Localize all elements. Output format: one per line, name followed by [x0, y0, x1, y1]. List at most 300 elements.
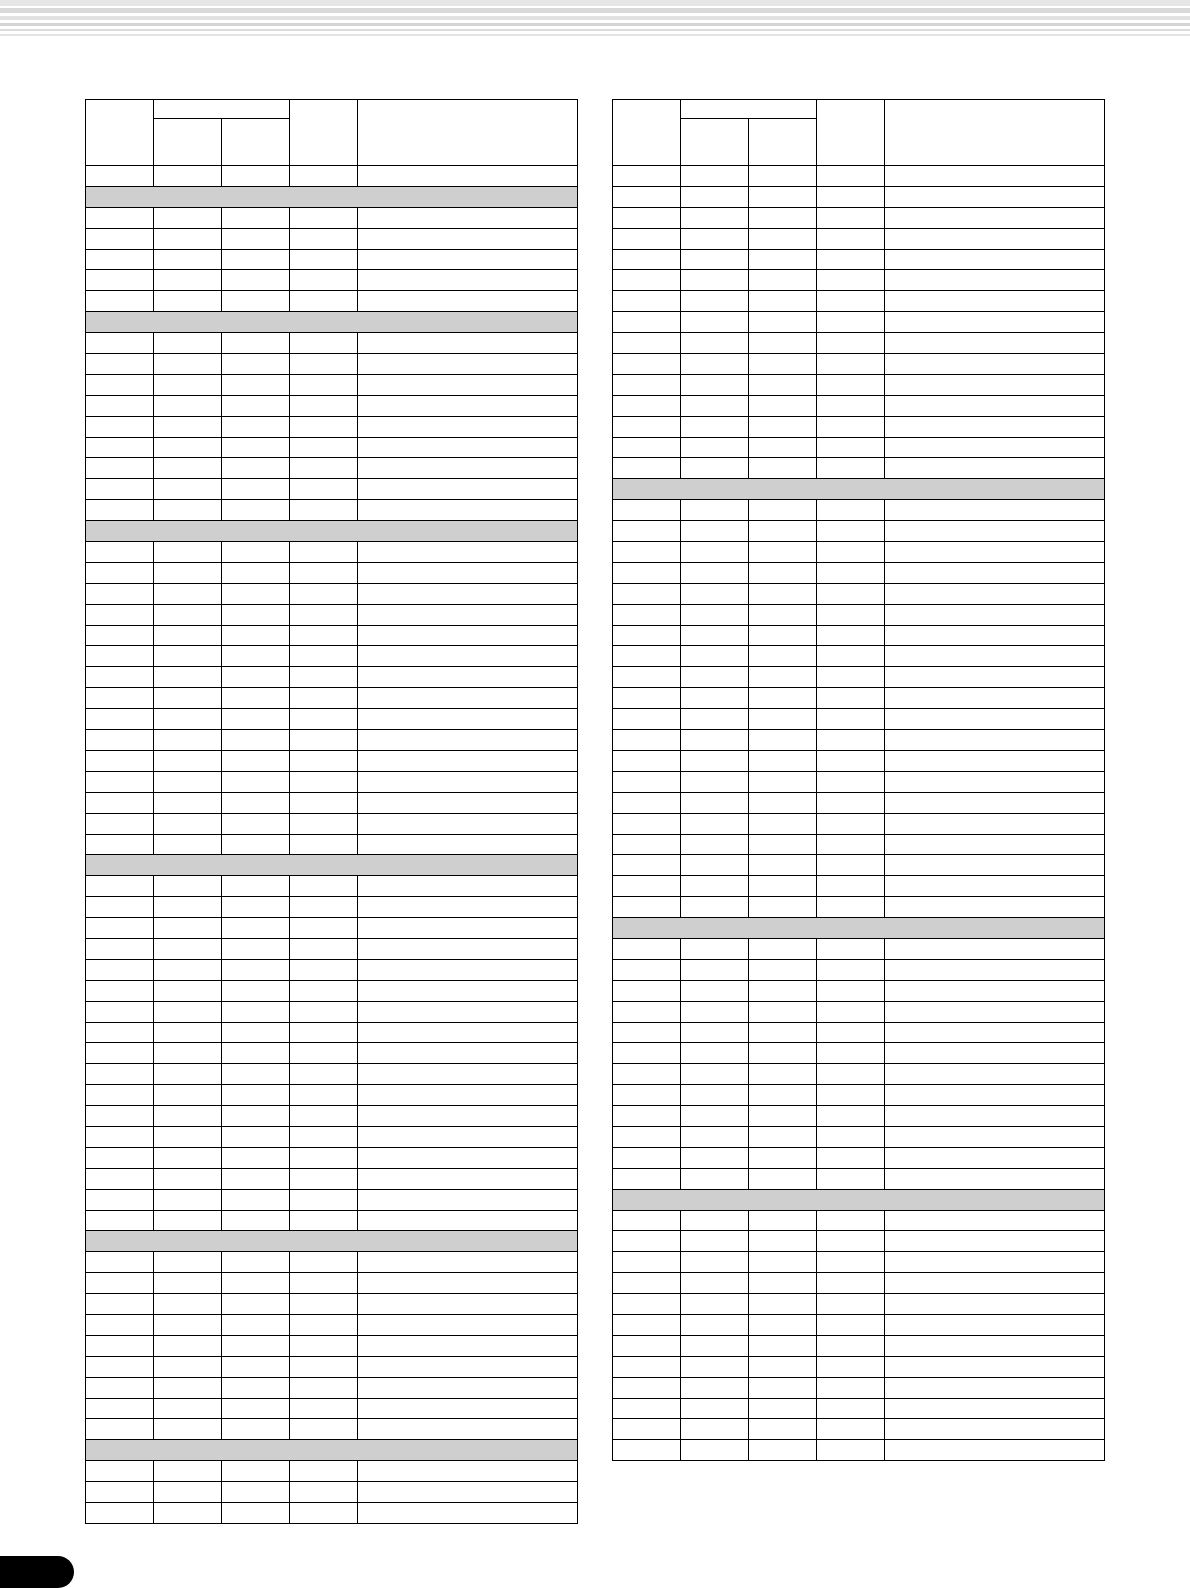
table-cell	[749, 249, 817, 270]
table-cell	[290, 291, 358, 312]
table-cell	[154, 207, 222, 228]
table-cell	[290, 938, 358, 959]
table-cell	[358, 1168, 578, 1189]
table-cell	[358, 1461, 578, 1482]
section-cell	[86, 186, 578, 207]
table-cell	[749, 688, 817, 709]
table-cell	[681, 458, 749, 479]
table-cell	[358, 479, 578, 500]
table-cell	[681, 562, 749, 583]
table-cell	[749, 1356, 817, 1377]
table-cell	[222, 709, 290, 730]
table-row	[86, 1147, 578, 1168]
table-cell	[222, 291, 290, 312]
table-cell	[154, 1314, 222, 1335]
table-cell	[358, 1356, 578, 1377]
table-cell	[885, 583, 1105, 604]
section-row	[86, 855, 578, 876]
table-row	[613, 604, 1105, 625]
table-cell	[681, 1126, 749, 1147]
table-cell	[222, 354, 290, 375]
table-cell	[817, 1147, 885, 1168]
table-cell	[885, 291, 1105, 312]
table-cell	[885, 834, 1105, 855]
table-cell	[681, 897, 749, 918]
table-cell	[613, 730, 681, 751]
table-row	[613, 1335, 1105, 1356]
table-cell	[222, 1294, 290, 1315]
table-cell	[290, 228, 358, 249]
table-row	[86, 604, 578, 625]
table-cell	[613, 1064, 681, 1085]
table-cell	[613, 166, 681, 187]
table-cell	[222, 249, 290, 270]
table-cell	[86, 1252, 154, 1273]
table-cell	[613, 542, 681, 563]
table-cell	[222, 876, 290, 897]
table-row	[86, 834, 578, 855]
table-row	[86, 813, 578, 834]
table-cell	[885, 1106, 1105, 1127]
table-cell	[749, 186, 817, 207]
table-cell	[86, 1377, 154, 1398]
table-cell	[817, 374, 885, 395]
table-cell	[613, 500, 681, 521]
table-cell	[358, 333, 578, 354]
table-cell	[749, 291, 817, 312]
table-cell	[222, 604, 290, 625]
table-cell	[358, 1064, 578, 1085]
table-row	[613, 1210, 1105, 1231]
table-cell	[749, 562, 817, 583]
table-row	[86, 1168, 578, 1189]
table-row	[86, 1377, 578, 1398]
table-cell	[681, 792, 749, 813]
table-cell	[885, 1273, 1105, 1294]
table-cell	[86, 750, 154, 771]
table-cell	[358, 228, 578, 249]
table-cell	[154, 228, 222, 249]
header-subcell	[681, 119, 749, 166]
table-cell	[86, 333, 154, 354]
table-cell	[222, 1022, 290, 1043]
table-cell	[817, 583, 885, 604]
section-cell	[613, 479, 1105, 500]
table-cell	[613, 1126, 681, 1147]
table-cell	[86, 562, 154, 583]
table-cell	[154, 354, 222, 375]
table-row	[86, 1273, 578, 1294]
table-cell	[885, 249, 1105, 270]
table-cell	[86, 646, 154, 667]
table-cell	[817, 855, 885, 876]
table-cell	[749, 416, 817, 437]
table-cell	[817, 1440, 885, 1461]
table-cell	[681, 1294, 749, 1315]
table-cell	[222, 395, 290, 416]
table-cell	[290, 1273, 358, 1294]
table-cell	[222, 834, 290, 855]
section-row	[613, 479, 1105, 500]
table-row	[613, 1356, 1105, 1377]
table-cell	[290, 1252, 358, 1273]
table-cell	[290, 813, 358, 834]
table-cell	[681, 1022, 749, 1043]
table-cell	[154, 166, 222, 187]
section-cell	[613, 918, 1105, 939]
table-cell	[290, 1064, 358, 1085]
table-cell	[222, 1461, 290, 1482]
page-number-tab	[0, 1556, 74, 1588]
table-cell	[290, 918, 358, 939]
table-cell	[885, 1294, 1105, 1315]
table-row	[613, 771, 1105, 792]
table-row	[613, 562, 1105, 583]
table-cell	[222, 166, 290, 187]
table-row	[613, 1064, 1105, 1085]
table-cell	[358, 500, 578, 521]
table-cell	[154, 1335, 222, 1356]
table-cell	[86, 834, 154, 855]
section-cell	[613, 1189, 1105, 1210]
table-cell	[86, 959, 154, 980]
table-cell	[681, 709, 749, 730]
table-cell	[613, 1377, 681, 1398]
table-cell	[817, 1252, 885, 1273]
table-cell	[885, 1022, 1105, 1043]
table-cell	[86, 771, 154, 792]
table-cell	[222, 813, 290, 834]
table-cell	[681, 1398, 749, 1419]
table-cell	[613, 813, 681, 834]
table-row	[86, 1335, 578, 1356]
table-cell	[885, 1252, 1105, 1273]
table-cell	[154, 918, 222, 939]
table-cell	[86, 228, 154, 249]
table-cell	[613, 792, 681, 813]
table-cell	[358, 583, 578, 604]
table-cell	[86, 1356, 154, 1377]
table-cell	[290, 1314, 358, 1335]
table-cell	[222, 562, 290, 583]
table-cell	[817, 1043, 885, 1064]
table-row	[86, 249, 578, 270]
table-cell	[290, 646, 358, 667]
table-cell	[86, 1168, 154, 1189]
table-cell	[681, 228, 749, 249]
table-cell	[358, 1398, 578, 1419]
table-cell	[613, 1440, 681, 1461]
table-row	[86, 1085, 578, 1106]
table-cell	[154, 1294, 222, 1315]
table-cell	[885, 458, 1105, 479]
table-cell	[749, 207, 817, 228]
table-cell	[681, 1147, 749, 1168]
table-cell	[749, 166, 817, 187]
table-cell	[885, 625, 1105, 646]
table-cell	[358, 207, 578, 228]
table-row	[613, 312, 1105, 333]
table-cell	[154, 1001, 222, 1022]
table-row	[86, 980, 578, 1001]
table-cell	[154, 1482, 222, 1503]
table-cell	[681, 374, 749, 395]
table-cell	[222, 1043, 290, 1064]
header-subcell	[222, 119, 290, 166]
table-cell	[749, 855, 817, 876]
table-cell	[358, 416, 578, 437]
table-cell	[817, 792, 885, 813]
table-cell	[681, 1377, 749, 1398]
table-cell	[613, 1356, 681, 1377]
table-row	[86, 918, 578, 939]
table-cell	[885, 688, 1105, 709]
table-row	[613, 667, 1105, 688]
table-cell	[817, 458, 885, 479]
table-cell	[749, 604, 817, 625]
table-cell	[358, 918, 578, 939]
table-cell	[290, 1398, 358, 1419]
table-cell	[749, 1126, 817, 1147]
table-cell	[749, 374, 817, 395]
table-cell	[222, 1398, 290, 1419]
table-cell	[86, 1398, 154, 1419]
table-cell	[885, 333, 1105, 354]
table-cell	[613, 312, 681, 333]
table-cell	[86, 374, 154, 395]
table-cell	[154, 1085, 222, 1106]
table-cell	[86, 604, 154, 625]
table-cell	[817, 333, 885, 354]
table-cell	[290, 1106, 358, 1127]
table-cell	[885, 646, 1105, 667]
table-row	[86, 667, 578, 688]
table-cell	[154, 1210, 222, 1231]
table-cell	[358, 249, 578, 270]
table-cell	[749, 333, 817, 354]
table-row	[613, 521, 1105, 542]
table-cell	[613, 374, 681, 395]
table-cell	[817, 1085, 885, 1106]
table-cell	[290, 709, 358, 730]
section-row	[613, 1189, 1105, 1210]
table-row	[86, 1503, 578, 1524]
table-cell	[290, 437, 358, 458]
table-cell	[817, 437, 885, 458]
table-cell	[817, 542, 885, 563]
table-row	[613, 583, 1105, 604]
table-cell	[885, 980, 1105, 1001]
table-cell	[817, 1064, 885, 1085]
table-cell	[681, 395, 749, 416]
table-row	[86, 207, 578, 228]
table-cell	[681, 1419, 749, 1440]
table-cell	[817, 813, 885, 834]
table-row	[86, 1252, 578, 1273]
table-cell	[154, 813, 222, 834]
table-cell	[613, 667, 681, 688]
table-cell	[749, 1147, 817, 1168]
table-cell	[290, 583, 358, 604]
table-cell	[358, 1252, 578, 1273]
table-row	[86, 688, 578, 709]
table-cell	[290, 667, 358, 688]
table-cell	[290, 1461, 358, 1482]
table-cell	[358, 458, 578, 479]
table-cell	[290, 771, 358, 792]
table-cell	[613, 458, 681, 479]
table-cell	[86, 1294, 154, 1315]
table-cell	[749, 312, 817, 333]
table-cell	[681, 980, 749, 1001]
table-cell	[817, 1022, 885, 1043]
table-row	[613, 625, 1105, 646]
table-cell	[885, 1356, 1105, 1377]
table-cell	[613, 416, 681, 437]
table-cell	[613, 354, 681, 375]
table-cell	[681, 646, 749, 667]
table-cell	[154, 1273, 222, 1294]
table-cell	[817, 1001, 885, 1022]
table-cell	[290, 207, 358, 228]
table-cell	[86, 813, 154, 834]
section-cell	[86, 521, 578, 542]
table-row	[613, 1398, 1105, 1419]
table-cell	[681, 1273, 749, 1294]
table-cell	[613, 938, 681, 959]
table-cell	[749, 1168, 817, 1189]
table-cell	[154, 1168, 222, 1189]
table-cell	[613, 980, 681, 1001]
table-cell	[749, 1001, 817, 1022]
table-row	[613, 186, 1105, 207]
table-cell	[154, 458, 222, 479]
table-cell	[358, 354, 578, 375]
table-row	[613, 1252, 1105, 1273]
header-row	[86, 100, 578, 119]
table-cell	[817, 166, 885, 187]
table-cell	[749, 813, 817, 834]
table-cell	[222, 1189, 290, 1210]
table-cell	[749, 1440, 817, 1461]
table-cell	[222, 500, 290, 521]
table-cell	[358, 1210, 578, 1231]
table-cell	[290, 1210, 358, 1231]
table-cell	[817, 709, 885, 730]
table-cell	[885, 1440, 1105, 1461]
table-cell	[222, 542, 290, 563]
table-cell	[86, 1210, 154, 1231]
table-row	[613, 959, 1105, 980]
table-cell	[290, 688, 358, 709]
table-cell	[613, 1043, 681, 1064]
header-cell	[290, 100, 358, 166]
table-cell	[86, 792, 154, 813]
table-cell	[885, 1210, 1105, 1231]
table-cell	[222, 792, 290, 813]
table-cell	[817, 228, 885, 249]
table-cell	[86, 416, 154, 437]
header-stripes	[0, 0, 1190, 40]
table-cell	[358, 1043, 578, 1064]
table-cell	[681, 688, 749, 709]
table-cell	[290, 792, 358, 813]
table-cell	[86, 1022, 154, 1043]
table-cell	[222, 1419, 290, 1440]
table-cell	[86, 291, 154, 312]
table-cell	[222, 479, 290, 500]
table-cell	[817, 1106, 885, 1127]
table-cell	[154, 1377, 222, 1398]
table-cell	[817, 730, 885, 751]
table-row	[86, 228, 578, 249]
table-cell	[290, 876, 358, 897]
table-cell	[749, 1210, 817, 1231]
table-row	[613, 980, 1105, 1001]
table-cell	[154, 1022, 222, 1043]
table-cell	[358, 437, 578, 458]
table-cell	[613, 186, 681, 207]
table-cell	[86, 938, 154, 959]
table-cell	[358, 646, 578, 667]
table-cell	[817, 1377, 885, 1398]
table-cell	[154, 1189, 222, 1210]
table-cell	[885, 1064, 1105, 1085]
table-cell	[749, 395, 817, 416]
table-cell	[154, 1126, 222, 1147]
table-row	[86, 771, 578, 792]
table-cell	[749, 270, 817, 291]
table-cell	[681, 521, 749, 542]
table-cell	[749, 1314, 817, 1335]
table-cell	[222, 730, 290, 751]
table-cell	[681, 166, 749, 187]
table-cell	[154, 646, 222, 667]
table-cell	[290, 1482, 358, 1503]
table-cell	[885, 1126, 1105, 1147]
table-cell	[290, 166, 358, 187]
table-cell	[358, 270, 578, 291]
table-cell	[885, 312, 1105, 333]
table-cell	[885, 813, 1105, 834]
table-cell	[817, 1419, 885, 1440]
table-row	[86, 354, 578, 375]
table-row	[613, 709, 1105, 730]
table-cell	[613, 1335, 681, 1356]
table-cell	[86, 1106, 154, 1127]
table-cell	[681, 186, 749, 207]
table-cell	[613, 1273, 681, 1294]
table-cell	[358, 1377, 578, 1398]
table-row	[86, 959, 578, 980]
table-cell	[222, 1252, 290, 1273]
table-cell	[358, 1001, 578, 1022]
section-row	[86, 312, 578, 333]
table-cell	[817, 959, 885, 980]
table-row	[613, 354, 1105, 375]
table-cell	[222, 771, 290, 792]
table-cell	[154, 1461, 222, 1482]
table-cell	[817, 521, 885, 542]
table-cell	[86, 1419, 154, 1440]
table-row	[86, 1482, 578, 1503]
table-row	[86, 333, 578, 354]
table-cell	[681, 583, 749, 604]
table-cell	[885, 500, 1105, 521]
table-cell	[885, 521, 1105, 542]
table-cell	[222, 333, 290, 354]
table-cell	[749, 646, 817, 667]
